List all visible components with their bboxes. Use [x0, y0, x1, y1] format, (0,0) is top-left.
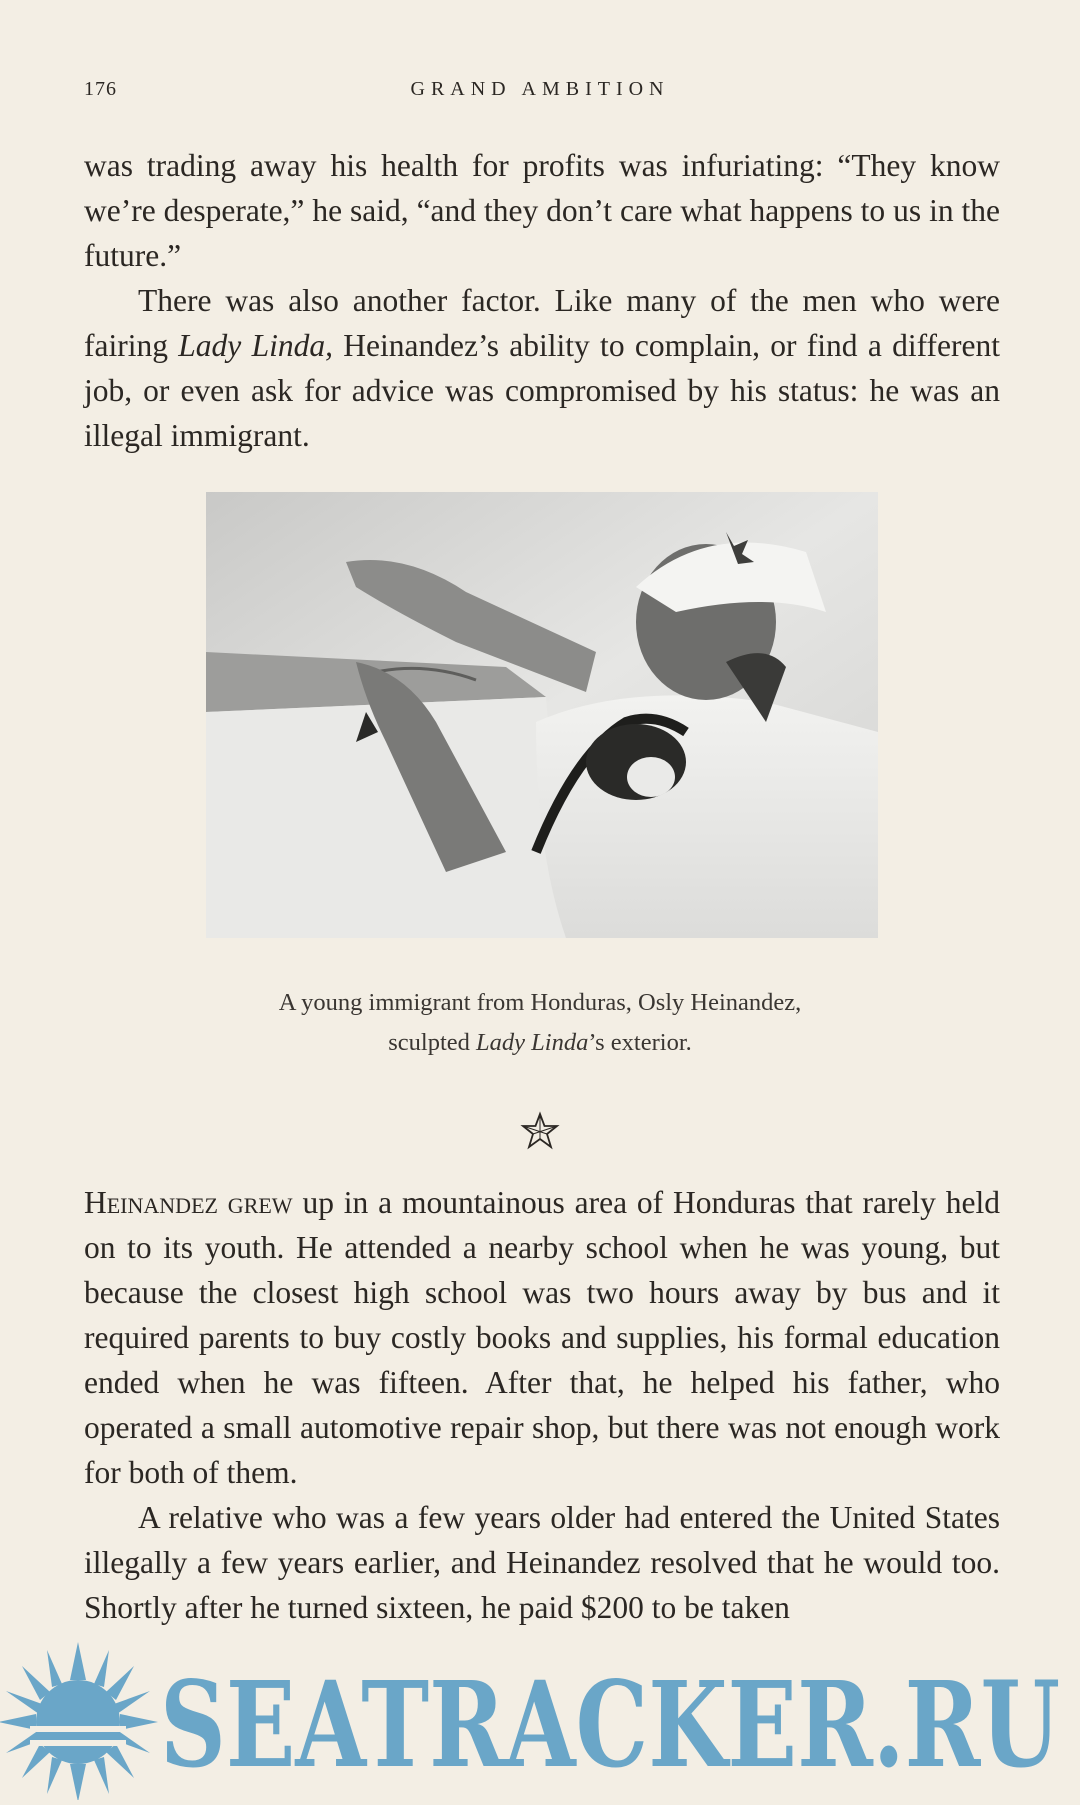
caption-text: ’s exterior. [588, 1029, 692, 1056]
paragraph-text: There was also another factor. Like many of the men who were fairing [84, 283, 1000, 363]
book-title: GRAND AMBITION [410, 78, 670, 100]
running-head [84, 78, 996, 108]
photo-illustration [206, 492, 878, 938]
paragraph-childhood [84, 1180, 1000, 1495]
ship-name-italic: Lady Linda, [178, 328, 333, 363]
body-text-bottom [84, 1180, 1000, 1630]
paragraph-another-factor [84, 278, 1000, 458]
star-ornament-icon [520, 1111, 560, 1151]
paragraph-text: up in a mountainous area of Honduras that rarely held on to its youth. He attended a nearby school when he was young, but because the closest high school was two hours away by bus and it required parents to buy costly books and supplies, his formal education ended when he was fifteen. After that, he helped his father, who operated a small automotive repair shop, but there was not enough work for both of them. [84, 1185, 1000, 1490]
page-number: 176 [84, 78, 117, 100]
paragraph-lead-smallcaps: Heinandez grew [84, 1185, 293, 1220]
sun-burst-icon [0, 1642, 158, 1800]
watermark [0, 1640, 1080, 1800]
caption-line: A young immigrant from Honduras, Osly Heinandez, [278, 989, 802, 1016]
paragraph-relative: A relative who was a few years older had entered the United States illegally a few years earlier, and Heinandez resolved that he would too. Shortly after he turned sixteen, he paid $200 to be taken [84, 1500, 1000, 1625]
photo-caption [120, 983, 960, 1063]
body-text-top [84, 143, 1000, 458]
paragraph-text: Heinandez’s ability to complain, or find a different job, or even ask for advice was compromised by his status: he was an illegal immigrant. [84, 328, 1000, 453]
watermark-text: SEATRACKER.RU [160, 1655, 1060, 1794]
caption-line [120, 1023, 960, 1063]
paragraph-continued: was trading away his health for profits was infuriating: “They know we’re desperate,” he said, “and they don’t care what happens to us in the future.” [84, 148, 1000, 273]
photo-osly-heinandez [206, 492, 878, 938]
caption-ship-name: Lady Linda [476, 1029, 589, 1056]
caption-text: sculpted [388, 1029, 477, 1056]
